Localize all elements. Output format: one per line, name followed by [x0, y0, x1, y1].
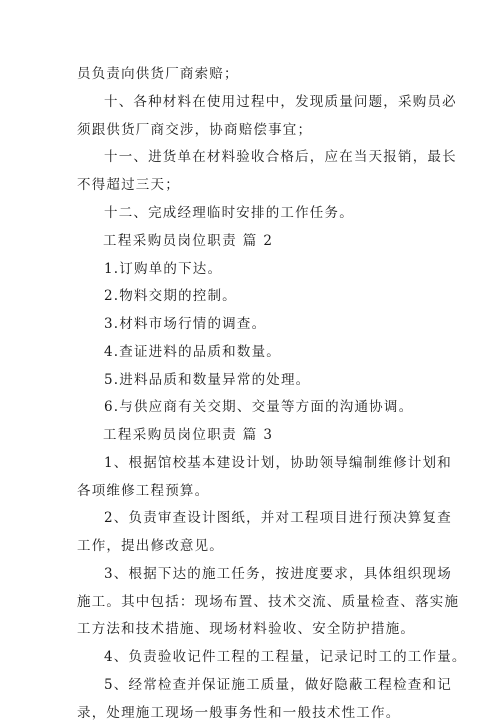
list-item: 5.进料品质和数量异常的处理。: [104, 372, 311, 388]
paragraph-line: 1、根据馆校基本建设计划，协助领导编制维修计划和: [104, 455, 452, 471]
paragraph-line: 3、根据下达的施工任务，按进度要求，具体组织现场: [104, 566, 452, 582]
paragraph-line: 工作，提出修改意见。: [77, 538, 224, 554]
paragraph-line: 十二、完成经理临时安排的工作任务。: [104, 205, 354, 221]
paragraph-line: 2、负责审查设计图纸，并对工程项目进行预决算复查: [104, 510, 452, 526]
paragraph-line: 不得超过三天；: [77, 177, 180, 193]
list-item: 1.订购单的下达。: [104, 261, 223, 277]
list-item: 3.材料市场行情的调查。: [104, 316, 267, 332]
paragraph-line: 施工。其中包括：现场布置、技术交流、质量检查、落实施: [77, 594, 460, 610]
paragraph-line: 工方法和技术措施、现场材料验收、安全防护措施。: [77, 621, 416, 637]
section-heading: 工程采购员岗位职责 篇 2: [103, 233, 274, 249]
paragraph-line: 5、经常检查并保证施工质量，做好隐蔽工程检查和记: [104, 677, 452, 693]
paragraph-line: 员负责向供货厂商索赔；: [77, 66, 239, 82]
paragraph-line: 十一、进货单在材料验收合格后，应在当天报销，最长: [104, 149, 457, 165]
paragraph-line: 各项维修工程预算。: [77, 483, 210, 499]
paragraph-line: 录，处理施工现场一般事务性和一般技术性工作。: [77, 705, 401, 721]
list-item: 6.与供应商有关交期、交量等方面的沟通协调。: [104, 399, 414, 415]
paragraph-line: 十、各种材料在使用过程中，发现质量问题，采购员必: [104, 94, 457, 110]
list-item: 4.查证进料的品质和数量。: [104, 344, 281, 360]
paragraph-line: 4、负责验收记件工程的工程量，记录记时工的工作量。: [104, 649, 467, 665]
list-item: 2.物料交期的控制。: [104, 288, 237, 304]
paragraph-line: 须跟供货厂商交涉，协商赔偿事宜；: [77, 122, 313, 138]
section-heading: 工程采购员岗位职责 篇 3: [103, 427, 274, 443]
